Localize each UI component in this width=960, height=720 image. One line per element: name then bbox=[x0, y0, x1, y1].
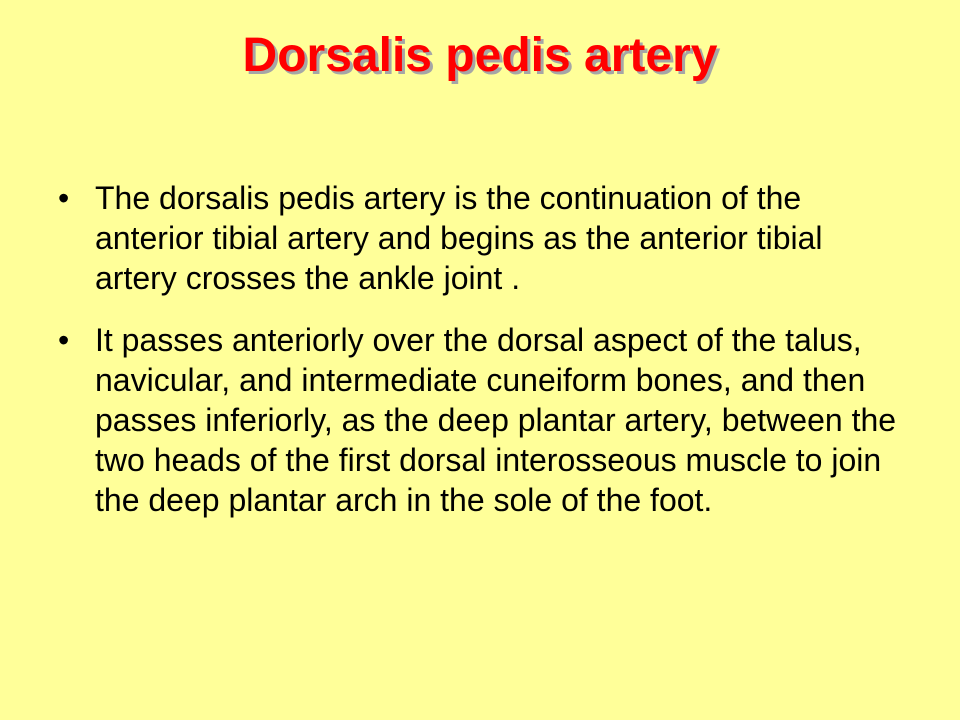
bullet-text: The dorsalis pedis artery is the continuation of the anterior tibial artery and begins as the anterior tibial artery crosses the ankle joint . bbox=[95, 180, 823, 296]
bullet-marker: • bbox=[58, 322, 70, 358]
bullet-item bbox=[58, 178, 908, 298]
slide-title: Dorsalis pedis artery bbox=[242, 29, 718, 82]
bullet-text: It passes anteriorly over the dorsal aspect of the talus, navicular, and intermediate cuneiform bones, and then passes inferiorly, as the deep plantar artery, between the two heads of the first dorsal interosseous muscle to join the deep plantar arch in the sole of the foot. bbox=[95, 322, 897, 518]
bullet-marker: • bbox=[58, 180, 70, 216]
bullet-list bbox=[58, 178, 908, 542]
bullet-item bbox=[58, 320, 908, 520]
